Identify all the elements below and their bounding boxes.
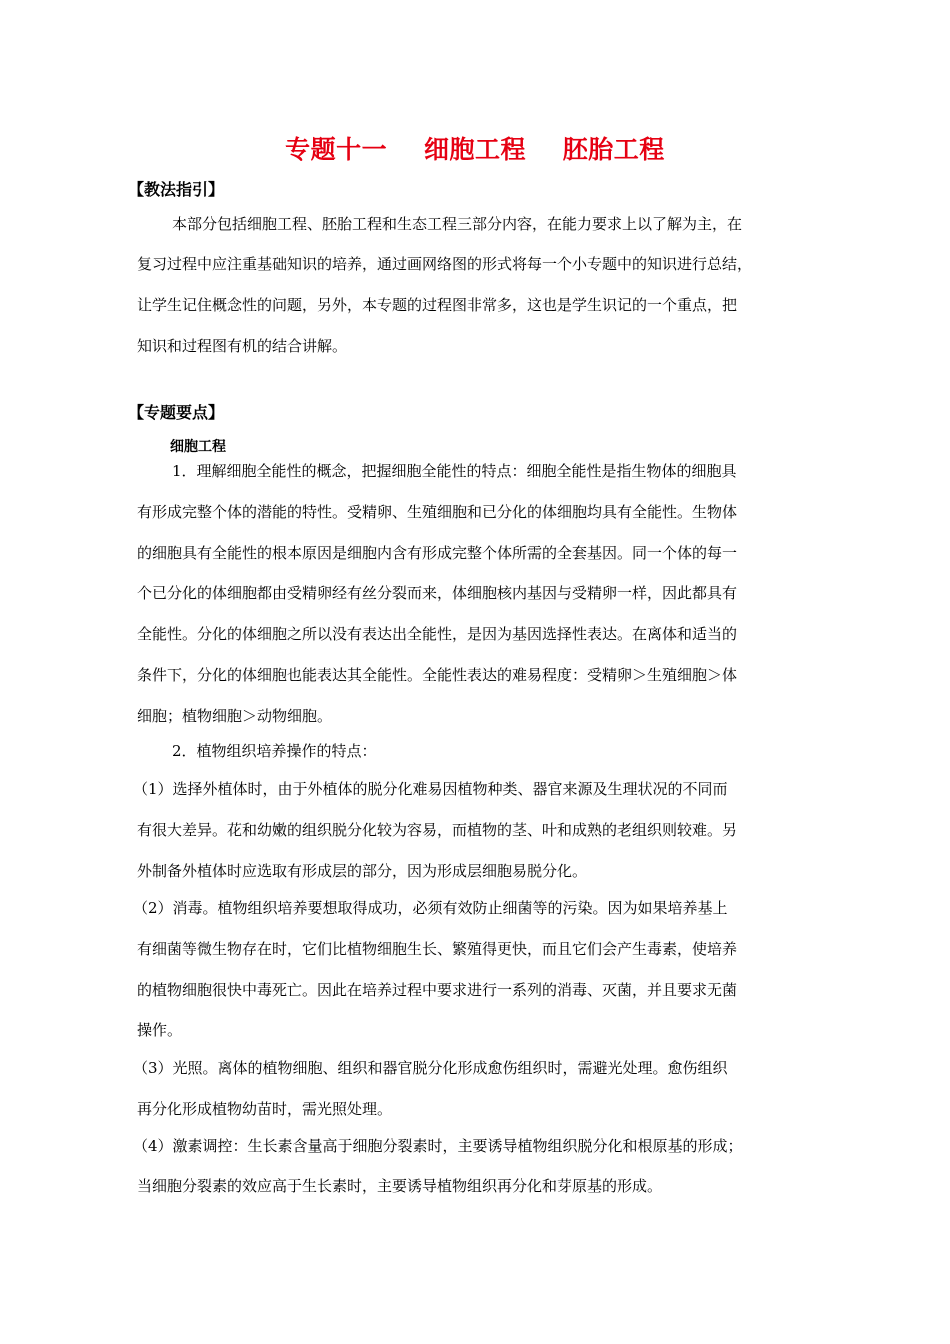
item1-line: 外制备外植体时应选取有形成层的部分，因为形成层细胞易脱分化。 [137,862,588,880]
item1-line: 有很大差异。花和幼嫩的组织脱分化较为容易，而植物的茎、叶和成熟的老组织则较难。另 [137,821,738,839]
item1-line: （1）选择外植体时，由于外植体的脱分化难易因植物种类、器官来源及生理状况的不同而 [133,780,728,798]
item2-line: （2）消毒。植物组织培养要想取得成功，必须有效防止细菌等的污染。因为如果培养基上 [133,899,728,917]
point1-line: 1．理解细胞全能性的概念，把握细胞全能性的特点：细胞全能性是指生物体的细胞具 [172,462,737,480]
item2-line: 有细菌等微生物存在时，它们比植物细胞生长、繁殖得更快，而且它们会产生毒素，使培养 [137,940,738,958]
item3-line: （3）光照。离体的植物细胞、组织和器官脱分化形成愈伤组织时，需避光处理。愈伤组织 [133,1059,728,1077]
item2-line: 的植物细胞很快中毒死亡。因此在培养过程中要求进行一系列的消毒、灭菌，并且要求无菌 [137,981,738,999]
item2-line: 操作。 [137,1021,183,1039]
point1-line: 有形成完整个体的潜能的特性。受精卵、生殖细胞和已分化的体细胞均具有全能性。生物体 [137,503,738,521]
guide-line: 本部分包括细胞工程、胚胎工程和生态工程三部分内容，在能力要求上以了解为主，在 [172,215,743,233]
guide-heading: 【教法指引】 [128,180,225,199]
item4-line: 当细胞分裂素的效应高于生长素时，主要诱导植物组织再分化和芽原基的形成。 [137,1177,663,1195]
points-heading: 【专题要点】 [128,403,225,422]
points-subheading: 细胞工程 [170,439,226,455]
point1-line: 条件下，分化的体细胞也能表达其全能性。全能性表达的难易程度：受精卵＞生殖细胞＞体 [137,666,738,684]
guide-line: 复习过程中应注重基础知识的培养，通过画网络图的形式将每一个小专题中的知识进行总结， [137,255,753,273]
point1-line: 个已分化的体细胞都由受精卵经有丝分裂而来，体细胞核内基因与受精卵一样，因此都具有 [137,584,738,602]
page-title: 专题十一 细胞工程 胚胎工程 [285,135,665,164]
item4-line: （4）激素调控：生长素含量高于细胞分裂素时，主要诱导植物组织脱分化和根原基的形成； [133,1137,743,1155]
point1-line: 的细胞具有全能性的根本原因是细胞内含有形成完整个体所需的全套基因。同一个体的每一 [137,544,738,562]
guide-line: 让学生记住概念性的问题，另外，本专题的过程图非常多，这也是学生识记的一个重点，把 [137,296,738,314]
guide-line: 知识和过程图有机的结合讲解。 [137,337,348,355]
item3-line: 再分化形成植物幼苗时，需光照处理。 [137,1100,393,1118]
point2-title: 2．植物组织培养操作的特点： [172,742,377,760]
point1-line: 全能性。分化的体细胞之所以没有表达出全能性，是因为基因选择性表达。在离体和适当的 [137,625,738,643]
point1-line: 细胞；植物细胞＞动物细胞。 [137,707,333,725]
